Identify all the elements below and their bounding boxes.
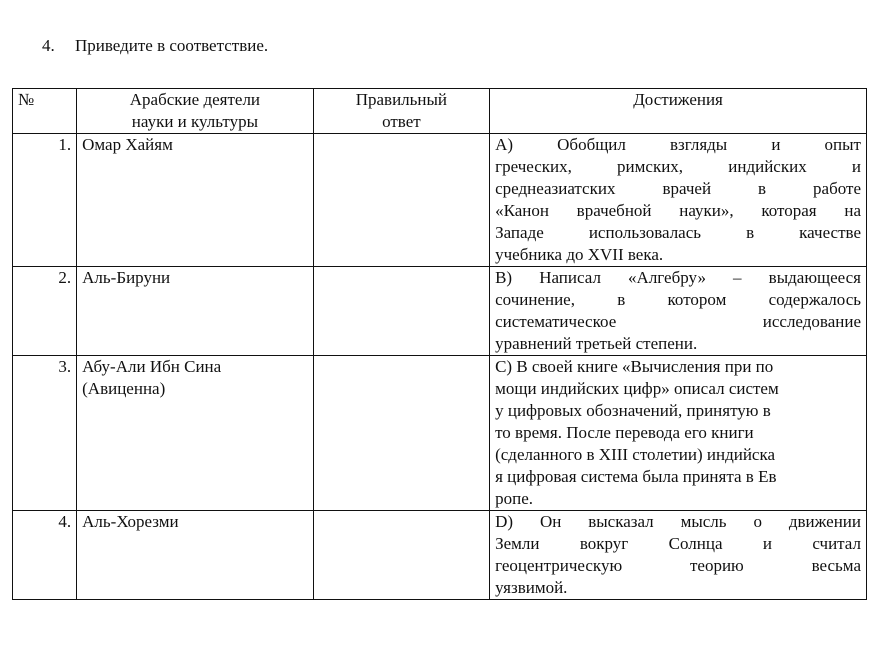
answer-cell[interactable]: [313, 356, 489, 511]
table-row: [13, 356, 867, 511]
achievement-line: «Канон врачебной науки», которая на: [495, 201, 861, 220]
row-number: 4.: [13, 511, 77, 600]
achievement-line: то время. После перевода его книги: [495, 423, 754, 442]
achievement-line: С) В своей книге «Вычисления при по: [495, 357, 774, 376]
row-number: 1.: [13, 134, 77, 267]
task-heading: [42, 36, 268, 56]
table-row: [13, 267, 867, 356]
header-line: ответ: [382, 112, 421, 131]
name-line: Аль-Бируни: [82, 268, 171, 287]
name-line: Аль-Хорезми: [82, 512, 179, 531]
achievement-line: среднеазиатских врачей в работе: [495, 179, 861, 198]
achievement-line: В) Написал «Алгебру» – выдающееся: [495, 268, 861, 287]
row-number: 3.: [13, 356, 77, 511]
achievement-line: я цифровая система была принята в Ев: [495, 467, 777, 486]
achievement-text: [490, 134, 867, 267]
name-line: (Авиценна): [82, 379, 166, 398]
header-figures: [77, 89, 314, 134]
matching-table: [12, 88, 867, 600]
achievement-line: у цифровых обозначений, принятую в: [495, 401, 771, 420]
task-number: 4.: [42, 36, 55, 55]
table-row: [13, 511, 867, 600]
header-number: №: [13, 89, 77, 134]
answer-cell[interactable]: [313, 267, 489, 356]
figure-name: [77, 356, 314, 511]
figure-name: [77, 134, 314, 267]
name-line: Омар Хайям: [82, 135, 173, 154]
achievement-text: [490, 267, 867, 356]
achievement-line: учебника до XVII века.: [495, 245, 664, 264]
table-row: [13, 134, 867, 267]
achievement-line: греческих, римских, индийских и: [495, 157, 861, 176]
figure-name: [77, 511, 314, 600]
achievement-line: уравнений третьей степени.: [495, 334, 698, 353]
achievement-line: А) Обобщил взгляды и опыт: [495, 135, 861, 154]
answer-cell[interactable]: [313, 511, 489, 600]
figure-name: [77, 267, 314, 356]
table-header-row: [13, 89, 867, 134]
answer-cell[interactable]: [313, 134, 489, 267]
achievement-line: сочинение, в котором содержалось: [495, 290, 861, 309]
task-text: Приведите в соответствие.: [75, 36, 269, 55]
achievement-text: [490, 511, 867, 600]
achievement-line: уязвимой.: [495, 578, 568, 597]
header-achievements: Достижения: [490, 89, 867, 134]
achievement-line: ропе.: [495, 489, 533, 508]
achievement-line: систематическое исследование: [495, 312, 861, 331]
achievement-line: Земли вокруг Солнца и считал: [495, 534, 861, 553]
achievement-line: D) Он высказал мысль о движении: [495, 512, 861, 531]
header-line: Правильный: [355, 90, 448, 109]
achievement-line: мощи индийских цифр» описал систем: [495, 379, 779, 398]
achievement-text: [490, 356, 867, 511]
header-line: Арабские деятели: [129, 90, 261, 109]
header-line: науки и культуры: [131, 112, 259, 131]
row-number: 2.: [13, 267, 77, 356]
achievement-line: Западе использовалась в качестве: [495, 223, 861, 242]
name-line: Абу-Али Ибн Сина: [82, 357, 222, 376]
achievement-line: геоцентрическую теорию весьма: [495, 556, 861, 575]
achievement-line: (сделанного в XIII столетии) индийска: [495, 445, 776, 464]
header-answer: [313, 89, 489, 134]
